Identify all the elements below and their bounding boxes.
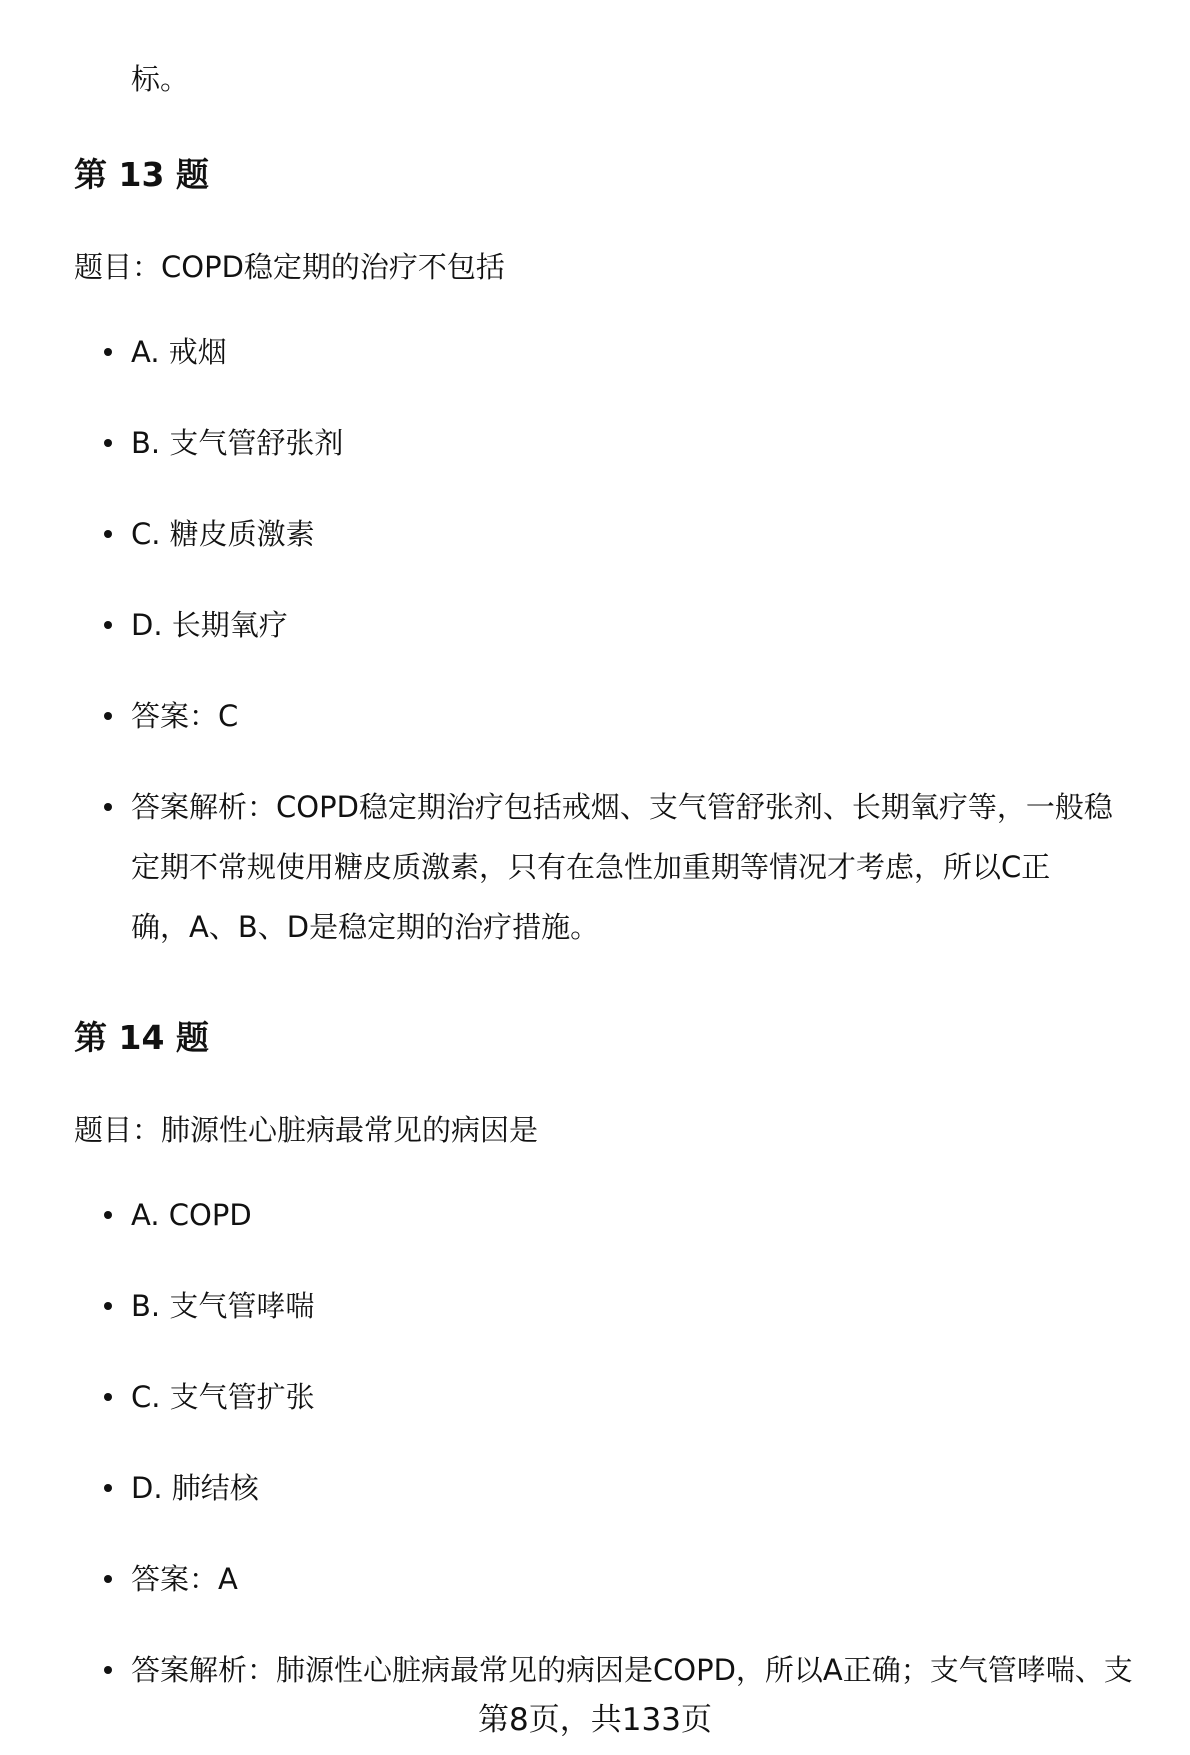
bullet-icon — [104, 1393, 112, 1401]
answer — [74, 1549, 1154, 1609]
bullet-icon — [104, 621, 112, 629]
option-b — [74, 413, 1154, 473]
bullet-icon — [104, 1484, 112, 1492]
option-text: D. 肺结核 — [131, 1471, 259, 1505]
option-c — [74, 1367, 1154, 1427]
explanation-line: 答案解析：COPD稳定期治疗包括戒烟、支气管舒张剂、长期氧疗等，一般稳 — [131, 790, 1113, 824]
option-text: C. 支气管扩张 — [131, 1380, 315, 1414]
page-footer: 第8页，共133页 — [478, 1702, 712, 1738]
option-text: D. 长期氧疗 — [131, 608, 288, 642]
option-b — [74, 1276, 1154, 1336]
question-stem: 题目：COPD稳定期的治疗不包括 — [74, 250, 505, 284]
option-text: B. 支气管舒张剂 — [131, 426, 344, 460]
answer — [74, 686, 1154, 746]
option-d — [74, 1458, 1154, 1518]
answer-text: 答案：C — [131, 699, 239, 733]
explanation-line: 定期不常规使用糖皮质激素，只有在急性加重期等情况才考虑，所以C正 — [131, 850, 1051, 884]
option-text: C. 糖皮质激素 — [131, 517, 315, 551]
question-stem: 题目：肺源性心脏病最常见的病因是 — [74, 1113, 539, 1147]
option-text: A. 戒烟 — [131, 335, 227, 369]
option-c — [74, 504, 1154, 564]
bullet-icon — [104, 348, 112, 356]
option-a — [74, 322, 1154, 382]
bullet-icon — [104, 439, 112, 447]
explanation — [74, 777, 1190, 957]
option-text: A. COPD — [131, 1198, 252, 1232]
option-list — [74, 322, 1154, 957]
question-13 — [74, 150, 1154, 988]
bullet-icon — [104, 1575, 112, 1583]
option-d — [74, 595, 1154, 655]
bullet-icon — [104, 1211, 112, 1219]
bullet-icon — [104, 530, 112, 538]
option-text: B. 支气管哮喘 — [131, 1289, 315, 1323]
option-list — [74, 1185, 1154, 1700]
bullet-icon — [104, 1666, 112, 1674]
option-a — [74, 1185, 1154, 1245]
continuation-text: 标。 — [131, 62, 190, 96]
question-title: 第 14 题 — [74, 1018, 209, 1057]
explanation-line: 确，A、B、D是稳定期的治疗措施。 — [131, 910, 600, 944]
explanation-line: 答案解析：肺源性心脏病最常见的病因是COPD，所以A正确；支气管哮喘、支 — [131, 1653, 1133, 1687]
answer-text: 答案：A — [131, 1562, 238, 1596]
bullet-icon — [104, 803, 112, 811]
explanation — [74, 1640, 1190, 1700]
question-14 — [74, 1013, 1154, 1731]
question-title: 第 13 题 — [74, 155, 209, 194]
bullet-icon — [104, 712, 112, 720]
bullet-icon — [104, 1302, 112, 1310]
